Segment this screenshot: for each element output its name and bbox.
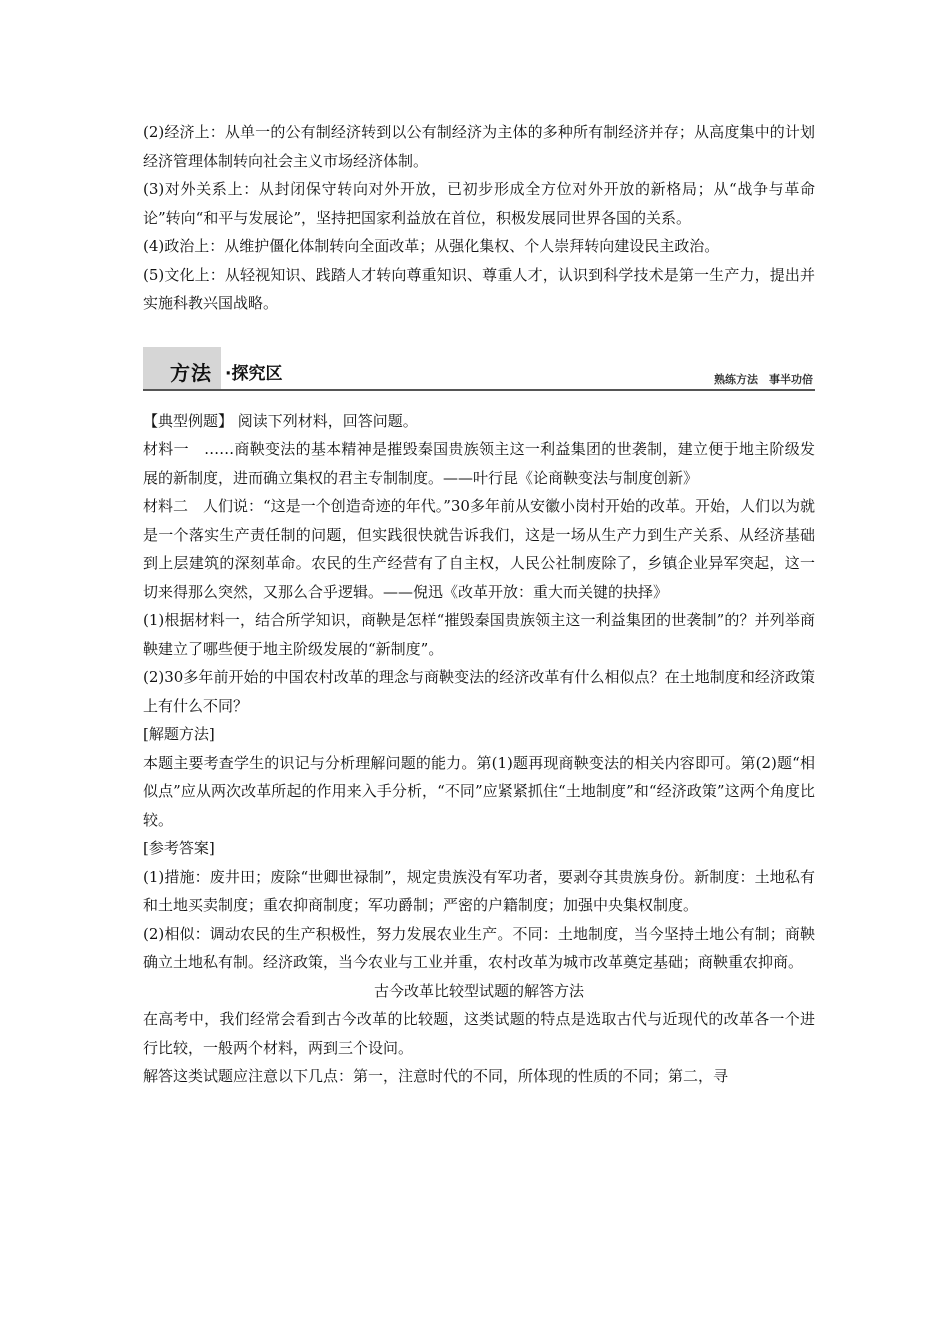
answer-2: (2)相似：调动农民的生产积极性，努力发展农业生产。不同：土地制度，当今坚持土地公有制；商鞅确立土地私有制。经济政策，当今农业与工业并重，农村改革为城市改革奠定基础；商鞅重农抑商。 <box>143 924 815 971</box>
page-content <box>143 118 815 1091</box>
banner-rule <box>143 389 815 391</box>
banner-tagline: 熟练方法 事半功倍 <box>714 372 813 386</box>
method-text: 本题主要考查学生的识记与分析理解问题的能力。第(1)题再现商鞅变法的相关内容即可。第(2)题“相似点”应从两次改革所起的作用来入手分析，“不同”应紧紧抓住“土地制度”和“经济政策”这两个角度比较。 <box>143 753 815 829</box>
banner-title-sub: ·探究区 <box>225 363 283 384</box>
intro-item-2: (2)经济上：从单一的公有制经济转到以公有制经济为主体的多种所有制经济并存；从高度集中的计划经济管理体制转向社会主义市场经济体制。 <box>143 123 815 170</box>
banner-title-main: 方法 <box>170 360 212 385</box>
method-para-2: 解答这类试题应注意以下几点：第一，注意时代的不同，所体现的性质的不同；第二，寻 <box>143 1067 729 1085</box>
method-para-1: 在高考中，我们经常会看到古今改革的比较题，这类试题的特点是选取古代与近现代的改革各一个进行比较，一般两个材料，两到三个设问。 <box>143 1010 815 1057</box>
example-heading: 【典型例题】 阅读下列材料，回答问题。 <box>143 411 418 430</box>
material-1: 材料一 ……商鞅变法的基本精神是摧毁秦国贵族领主这一利益集团的世袭制，建立便于地主阶级发展的新制度，进而确立集权的君主专制制度。——叶行昆《论商鞅变法与制度创新》 <box>143 440 815 487</box>
material-2: 材料二 人们说：“这是一个创造奇迹的年代。”30多年前从安徽小岗村开始的改革。开始，人们以为就是一个落实生产责任制的问题，但实践很快就告诉我们，这是一场从生产力到生产关系、从经济基础到上层建筑的深刻革命。农民的生产经营有了自主权，人民公社制废除了，乡镇企业异军突起，这一切来得那么突然，又那么合乎逻辑。——倪迅《改革开放：重大而关键的抉择》 <box>143 497 815 601</box>
answer-label: [参考答案] <box>143 839 215 857</box>
method-label: [解题方法] <box>143 725 215 743</box>
section-banner <box>143 347 815 391</box>
question-2: (2)30多年前开始的中国农村改革的理念与商鞅变法的经济改革有什么相似点？在土地制度和经济政策上有什么不同？ <box>143 668 815 715</box>
question-1: (1)根据材料一，结合所学知识，商鞅是怎样“摧毁秦国贵族领主这一利益集团的世袭制”的？并列举商鞅建立了哪些便于地主阶级发展的“新制度”。 <box>143 611 815 658</box>
intro-item-3: (3)对外关系上：从封闭保守转向对外开放，已初步形成全方位对外开放的新格局；从“战争与革命论”转向“和平与发展论”，坚持把国家利益放在首位，积极发展同世界各国的关系。 <box>143 180 815 227</box>
method-section-title: 古今改革比较型试题的解答方法 <box>373 981 584 1000</box>
answer-1: (1)措施：废井田；废除“世卿世禄制”，规定贵族没有军功者，要剥夺其贵族身份。新制度：土地私有和土地买卖制度；重农抑商制度；军功爵制；严密的户籍制度；加强中央集权制度。 <box>143 867 815 914</box>
intro-item-5: (5)文化上：从轻视知识、践踏人才转向尊重知识、尊重人才，认识到科学技术是第一生产力，提出并实施科教兴国战略。 <box>143 265 815 312</box>
intro-item-4: (4)政治上：从维护僵化体制转向全面改革；从强化集权、个人崇拜转向建设民主政治。 <box>143 237 720 255</box>
